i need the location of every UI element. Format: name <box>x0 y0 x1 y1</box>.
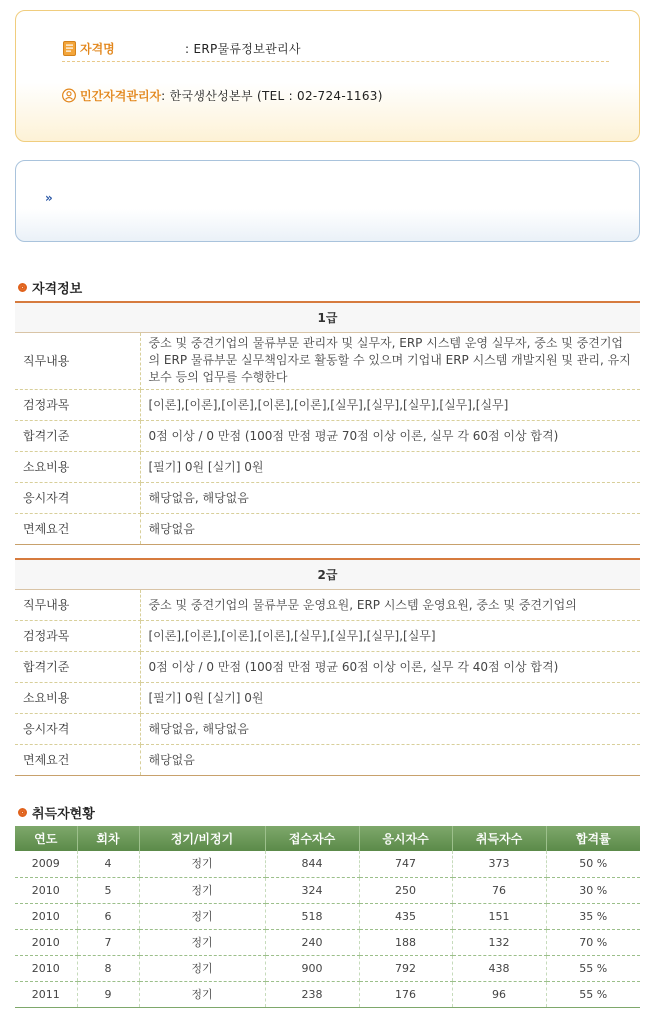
table-row <box>15 713 640 744</box>
cell: 2010 <box>15 929 77 955</box>
qualification-manager-value: : 한국생산성본부 (TEL : 02-724-1163) <box>161 88 383 103</box>
table-row <box>15 332 640 389</box>
table-row <box>15 651 640 682</box>
cell: 정기 <box>139 955 265 981</box>
document-icon <box>62 40 76 56</box>
bullet-circle-icon <box>18 808 27 817</box>
grade2-title: 2급 <box>15 559 640 589</box>
cell: 55 % <box>546 981 640 1007</box>
qualification-info-box <box>15 10 640 142</box>
row-value: [이론],[이론],[이론],[이론],[이론],[실무],[실무],[실무],[실무],[실무] <box>140 389 640 420</box>
row-value: 중소 및 중견기업의 물류부문 관리자 및 실무자, ERP 시스템 운영 실무자, 중소 및 중견기업의 ERP 물류부문 실무책임자로 활동할 수 있으며 기업내 ERP 시스템 개발지원 및 관리, 유지보수 등의 업무를 수행한다 <box>140 332 640 389</box>
cell: 188 <box>359 929 452 955</box>
row-value: 0점 이상 / 0 만점 (100점 만점 평균 60점 이상 이론, 실무 각 40점 이상 합격) <box>140 651 640 682</box>
stats-section-title <box>18 803 95 822</box>
column-header: 합격률 <box>546 826 640 851</box>
row-value: 0점 이상 / 0 만점 (100점 만점 평균 70점 이상 이론, 실무 각 60점 이상 합격) <box>140 420 640 451</box>
table-row <box>15 682 640 713</box>
cell: 240 <box>265 929 359 955</box>
cell: 76 <box>452 877 546 903</box>
row-key: 합격기준 <box>15 651 140 682</box>
cell: 844 <box>265 851 359 877</box>
cell: 238 <box>265 981 359 1007</box>
cell: 373 <box>452 851 546 877</box>
cell: 4 <box>77 851 139 877</box>
cell: 2010 <box>15 955 77 981</box>
cell: 518 <box>265 903 359 929</box>
qualification-manager-label: 민간자격관리자 <box>80 88 162 103</box>
qualification-section-title <box>18 278 82 297</box>
table-row <box>15 903 640 929</box>
qualification-section-label: 자격정보 <box>32 282 83 297</box>
row-key: 직무내용 <box>15 332 140 389</box>
cell: 정기 <box>139 929 265 955</box>
cell: 250 <box>359 877 452 903</box>
row-value: 해당없음 <box>140 744 640 775</box>
table-row <box>15 513 640 544</box>
qualification-name-row <box>62 38 301 58</box>
table-row <box>15 389 640 420</box>
cell: 정기 <box>139 851 265 877</box>
cell: 50 % <box>546 851 640 877</box>
cell: 2010 <box>15 903 77 929</box>
grade1-table <box>15 301 640 545</box>
row-value: [이론],[이론],[이론],[이론],[실무],[실무],[실무],[실무] <box>140 620 640 651</box>
grade2-table <box>15 558 640 776</box>
row-value: 해당없음, 해당없음 <box>140 482 640 513</box>
cell: 438 <box>452 955 546 981</box>
row-value: 중소 및 중견기업의 물류부문 운영요원, ERP 시스템 운영요원, 중소 및 중견기업의 <box>140 589 640 620</box>
row-value: 해당없음 <box>140 513 640 544</box>
table-row <box>15 744 640 775</box>
cell: 2011 <box>15 981 77 1007</box>
table-row <box>15 451 640 482</box>
cell: 정기 <box>139 981 265 1007</box>
person-icon <box>62 87 76 103</box>
column-header: 접수자수 <box>265 826 359 851</box>
grade1-title: 1급 <box>15 302 640 332</box>
cell: 6 <box>77 903 139 929</box>
row-key: 면제요건 <box>15 744 140 775</box>
cell: 151 <box>452 903 546 929</box>
row-key: 소요비용 <box>15 682 140 713</box>
row-key: 직무내용 <box>15 589 140 620</box>
row-value: [필기] 0원 [실기] 0원 <box>140 682 640 713</box>
cell: 435 <box>359 903 452 929</box>
bullet-circle-icon <box>18 283 27 292</box>
cell: 324 <box>265 877 359 903</box>
cell: 747 <box>359 851 452 877</box>
cell: 2010 <box>15 877 77 903</box>
table-row <box>15 981 640 1007</box>
row-key: 검정과목 <box>15 620 140 651</box>
row-key: 소요비용 <box>15 451 140 482</box>
cell: 30 % <box>546 877 640 903</box>
column-header: 연도 <box>15 826 77 851</box>
column-header: 정기/비정기 <box>139 826 265 851</box>
stats-table <box>15 826 640 1008</box>
row-key: 검정과목 <box>15 389 140 420</box>
qualification-name-value: : ERP물류정보관리사 <box>185 41 301 56</box>
table-row <box>15 955 640 981</box>
table-row <box>15 620 640 651</box>
table-row <box>15 482 640 513</box>
stats-section-label: 취득자현황 <box>32 807 95 822</box>
row-key: 합격기준 <box>15 420 140 451</box>
qualification-name-label: 자격명 <box>80 41 115 56</box>
table-row <box>15 851 640 877</box>
row-value: 해당없음, 해당없음 <box>140 713 640 744</box>
table-row <box>15 420 640 451</box>
cell: 176 <box>359 981 452 1007</box>
cell: 35 % <box>546 903 640 929</box>
description-box <box>15 160 640 242</box>
info-divider <box>62 61 609 62</box>
description-bullet: » <box>45 191 53 205</box>
cell: 정기 <box>139 903 265 929</box>
cell: 9 <box>77 981 139 1007</box>
cell: 55 % <box>546 955 640 981</box>
table-row <box>15 929 640 955</box>
cell: 132 <box>452 929 546 955</box>
cell: 5 <box>77 877 139 903</box>
column-header: 회차 <box>77 826 139 851</box>
row-key: 응시자격 <box>15 482 140 513</box>
qualification-manager-row <box>62 85 383 105</box>
stats-header-row <box>15 826 640 851</box>
cell: 96 <box>452 981 546 1007</box>
column-header: 응시자수 <box>359 826 452 851</box>
table-row <box>15 589 640 620</box>
row-key: 응시자격 <box>15 713 140 744</box>
cell: 7 <box>77 929 139 955</box>
cell: 792 <box>359 955 452 981</box>
column-header: 취득자수 <box>452 826 546 851</box>
row-key: 면제요건 <box>15 513 140 544</box>
cell: 정기 <box>139 877 265 903</box>
cell: 8 <box>77 955 139 981</box>
cell: 70 % <box>546 929 640 955</box>
table-row <box>15 877 640 903</box>
cell: 900 <box>265 955 359 981</box>
cell: 2009 <box>15 851 77 877</box>
row-value: [필기] 0원 [실기] 0원 <box>140 451 640 482</box>
